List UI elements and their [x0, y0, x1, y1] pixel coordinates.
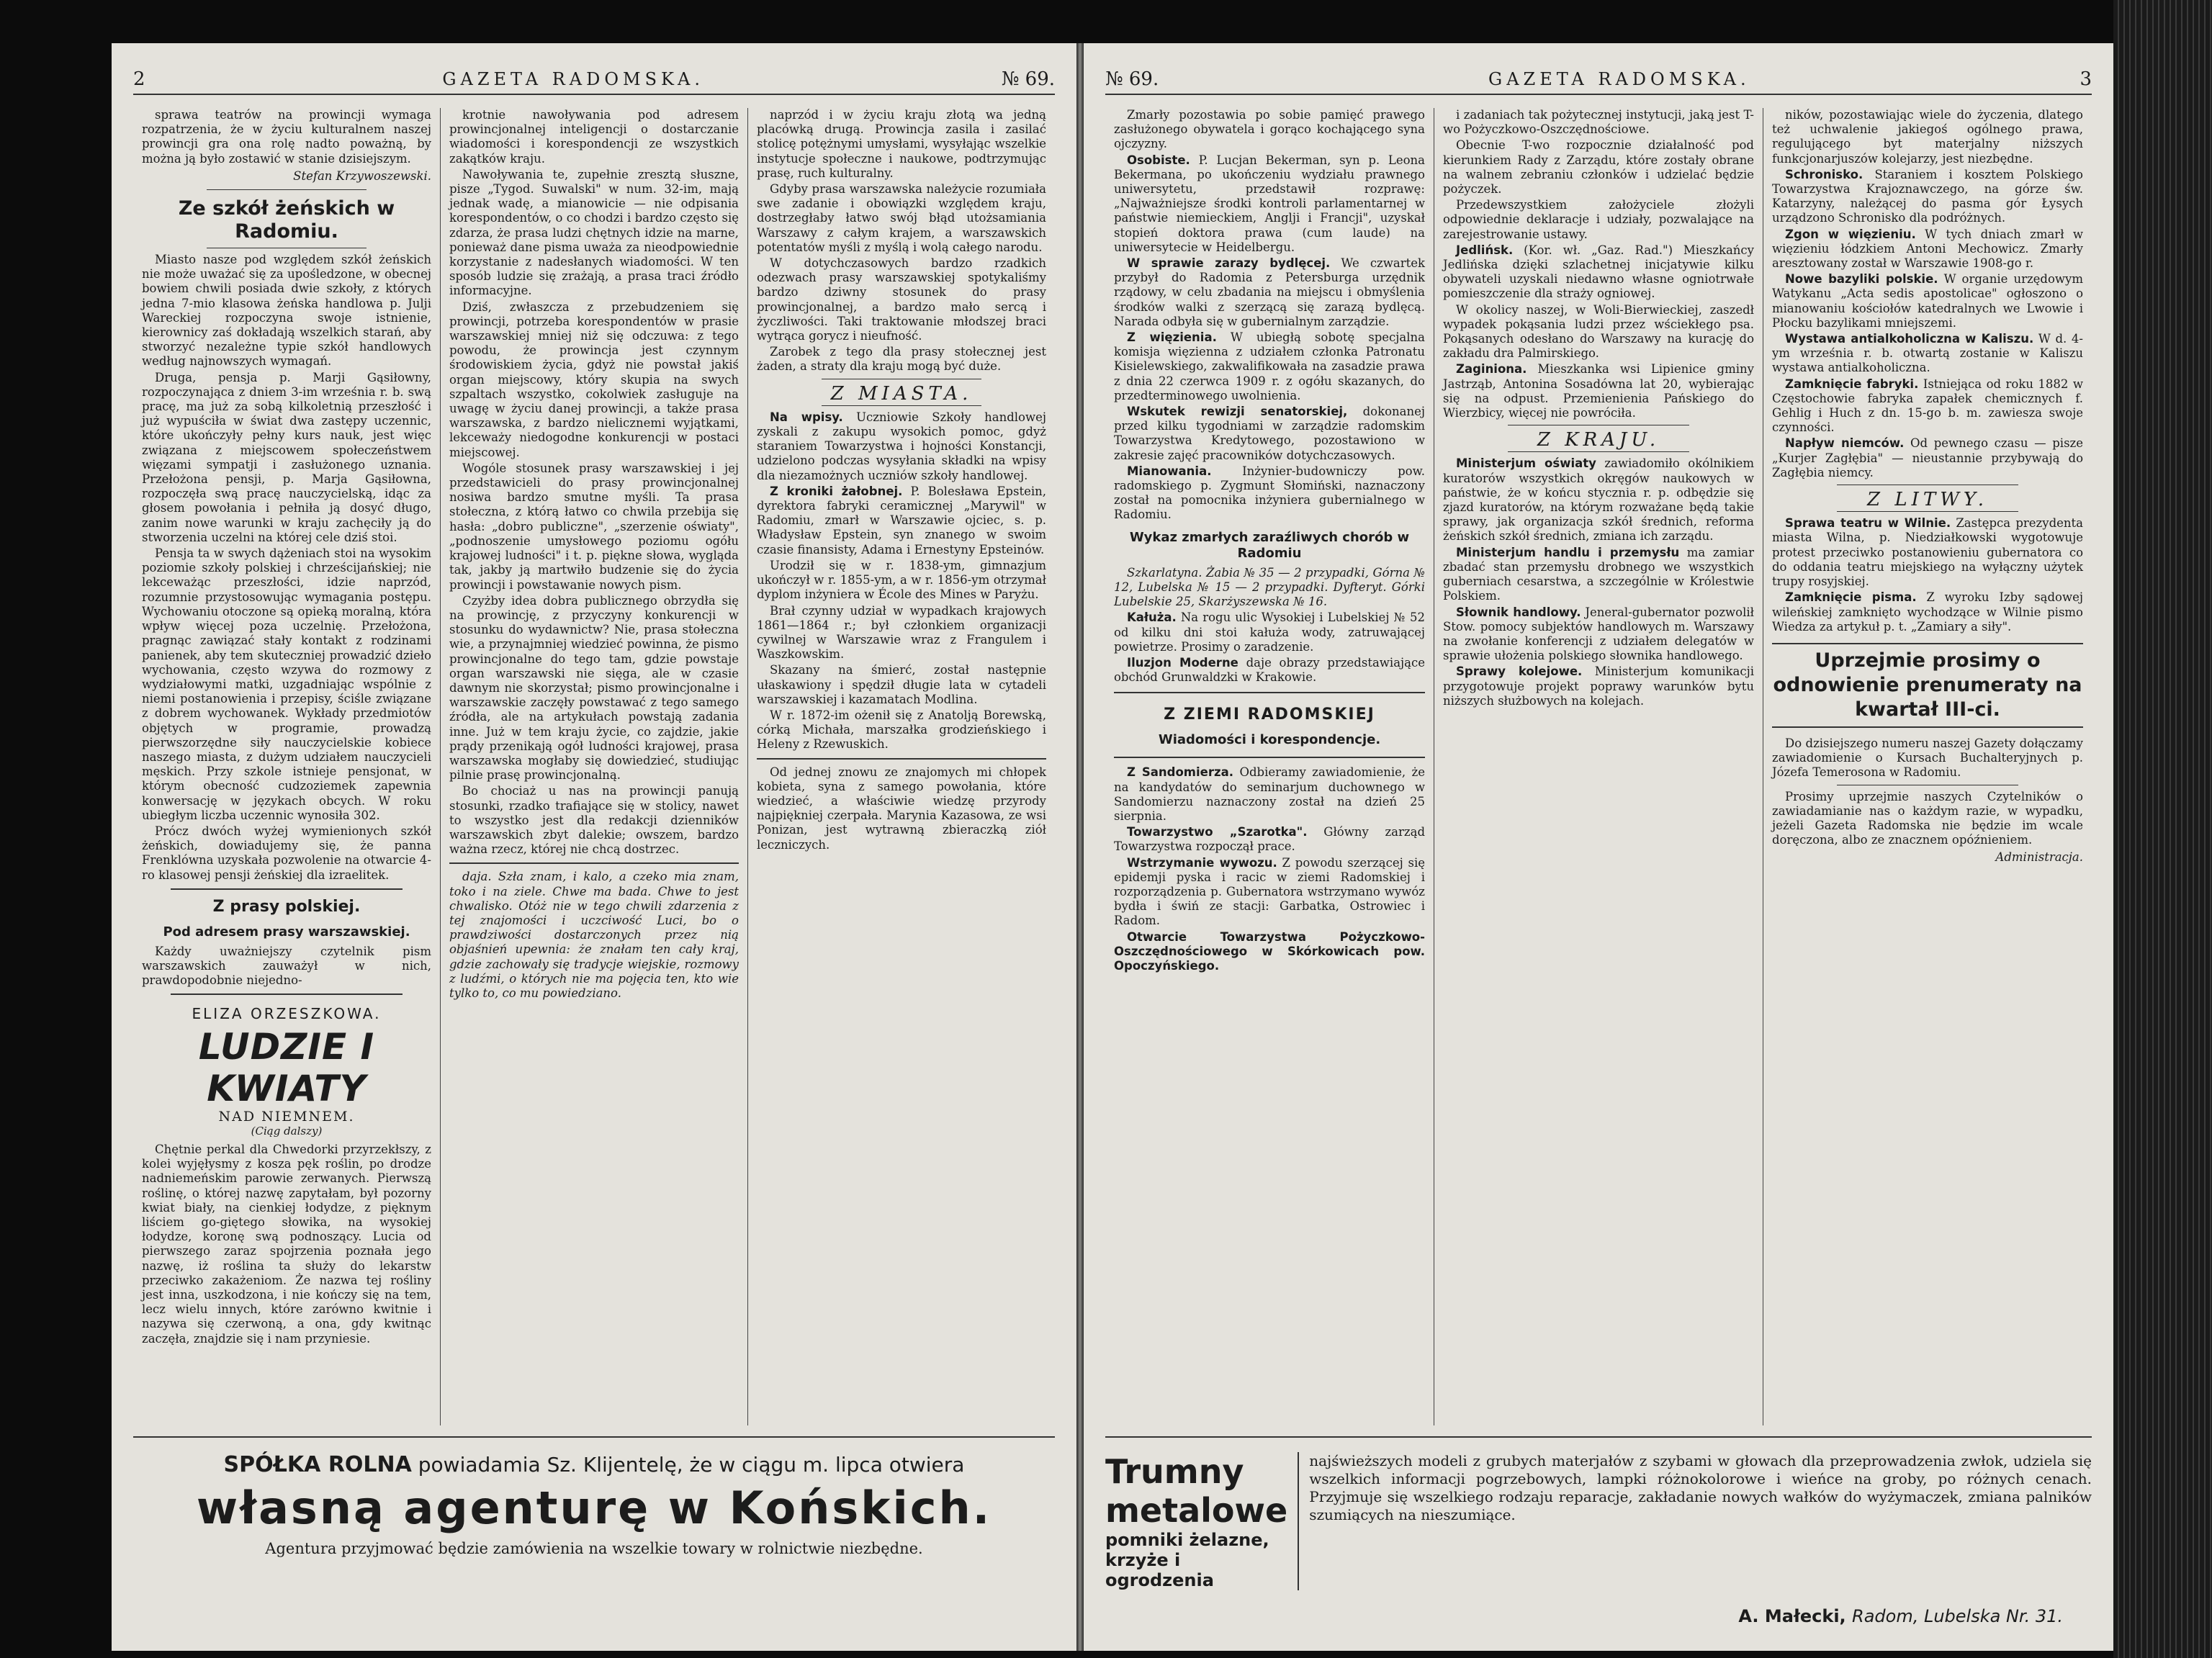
news-label: Napływ niemców.: [1785, 436, 1905, 451]
news-text: W ubiegłą sobotę specjalna komisja więzienna z udziałem członka Patronatu Kisielewskiego, zakwalifikowała na zasadzie prawa z dnia 22 czerwca 1909 r. z ogółu skazanych, do przedterminowego uwolnienia.: [1114, 330, 1425, 402]
news-text: W organie urzędowym Watykanu „Acta sedis apostolicae" ogłoszono o mianowaniu kościołów katedralnych we Lwowie i Płocku bazylikami mniejszemi.: [1772, 272, 2084, 330]
article-text: Wogóle stosunek prasy warszawskiej i jej przedstawicieli do prasy prowincjonalnej nosiwa bardzo smutne myśli. Ta prasa stołeczna, z którą łatwo co chwila przebija się hasła: „dobro publiczne", „szerzenie oświaty", „podnoszenie umysłowego poziomu ogółu krajowej ludności" i t. p. piękne słowa, wygląda tak, jakby ją martwiło budzenie się do życia prowincji i powstawanie nowych pism.: [449, 461, 739, 592]
news-item: [1443, 362, 1754, 420]
left-page: [112, 43, 1076, 1651]
news-item: [1114, 464, 1425, 523]
news-item: [1772, 168, 2083, 226]
novel-text: daja. Szła znam, i kalo, a czeko mia znam, toko i na ziele. Chwe ma bada. Chwe to jest chwalisko. Otóż nie w tego chwili zdarzenia z tej znajomości i uczciwość Luci, bo o prawdziwości dostarczonych przez nią objaśnień upewnia: że znałam ten cały kraj, gdzie zachowały się tradycje wiejskie, rozmowy z ludźmi, o których nie ma pojęcia ten, kto wie tylko to, co mu powiedziano.: [449, 870, 739, 1000]
ad-body: [1105, 1438, 2092, 1590]
news-label: Wystawa antialkoholiczna w Kaliszu.: [1785, 332, 2034, 346]
ad-title-block: [1105, 1452, 1299, 1590]
issue-number: № 69.: [1001, 68, 1055, 90]
news-text: dokonanej przed kilku tygodniami w zarządzie radomskim Towarzystwa Kredytowego, pozostawiono w zakresie zajęć pracowników dotychczasowych.: [1114, 405, 1425, 462]
news-label: Jedlińsk.: [1456, 243, 1514, 257]
novel-text: Od jednej znowu ze znajomych mi chłopek kobieta, syna z samego powołania, które wiedzieć, a właściwie wiedzę przyrody najpiękniej czerpała. Marynia Kazasowa, ze wsi Ponizan, jest wytrawną zbieraczką ziół leczniczych.: [757, 765, 1046, 852]
newspaper-title: GAZETA RADOMSKA.: [442, 69, 704, 89]
left-columns: [133, 108, 1055, 1425]
column-1: [133, 108, 441, 1425]
article-text: Prosimy uprzejmie naszych Czytelników o zawiadamianie nas o każdym razie, w wypadku, jeżeli Gazeta Radomska nie będzie im wcale doręczona, albo ze znacznem opóźnieniem.: [1772, 789, 2083, 847]
column-2: [1434, 108, 1763, 1425]
article-text: Urodził się w r. 1838-ym, gimnazjum ukończył w r. 1855-ym, a w r. 1856-ym otrzymał dyplom inżyniera w École des Mines w Paryżu.: [757, 558, 1046, 602]
news-item: [1772, 516, 2083, 589]
news-label: Kałuża.: [1127, 611, 1177, 625]
news-text: Staraniem i kosztem Polskiego Towarzystwa Krajoznawczego, na górze św. Katarzyny, należącej do pasma gór Łysych urządzono Schronisko dla podróżnych.: [1772, 167, 2083, 225]
section-heading: Z ZIEMI RADOMSKIEJ: [1164, 706, 1375, 724]
news-item: [1114, 153, 1425, 255]
book-page-edges: [2113, 0, 2212, 1658]
news-item: [1114, 611, 1425, 654]
news-label: Schronisko.: [1785, 167, 1863, 181]
ad-title: Trumny metalowe: [1105, 1452, 1288, 1530]
news-label: W sprawie zarazy bydlęcej.: [1127, 256, 1331, 271]
article-text: W r. 1872-im ożenił się z Anatolją Borewską, córką Michała, marszałka grodzieńskiego i Heleny z Rzewuskich.: [757, 708, 1046, 752]
news-label: Towarzystwo „Szarotka".: [1127, 825, 1308, 839]
news-item: [1114, 330, 1425, 403]
news-label: Ministerjum handlu i przemysłu: [1456, 545, 1680, 559]
news-label: Wstrzymanie wywozu.: [1127, 855, 1277, 870]
news-label: Otwarcie Towarzystwa Pożyczkowo-Oszczędnościowego w Skórkowicach pow. Opoczyńskiego.: [1114, 929, 1425, 973]
news-item: [757, 485, 1046, 557]
news-item: [1114, 930, 1425, 974]
ad-intro: [133, 1452, 1055, 1477]
news-text: Odbieramy zawiadomienie, że na kandydatów do seminarjum duchownego w Sandomierzu naznaczony został na dzień 25 sierpnia.: [1114, 765, 1426, 823]
divider: [449, 862, 739, 864]
article-text: Gdyby prasa warszawska należycie rozumiała swe zadanie i obowiązki względem kraju, dostrzegłaby łatwo swój błąd utożsamiania Warszawy z całym krajem, a warszawskich potentatów myśli z myślą i wolą całego narodu.: [757, 182, 1046, 254]
news-text: We czwartek przybył do Radomia z Petersburga urzędnik rządowy, w celu zbadania na miejscu i obmyślenia środków walki z szerzącą się zarazą bydlęcą. Narada odbyła się w gubernialnym zarządzie.: [1114, 256, 1425, 328]
ad-detail: Agentura przyjmować będzie zamówienia na wszelkie towary w rolnictwie niezbędne.: [265, 1540, 923, 1557]
article-text: Zmarły pozostawia po sobie pamięć prawego zasłużonego obywatela i gorąco kochającego syna ojczyzny.: [1114, 108, 1425, 151]
news-label: Mianowania.: [1127, 464, 1212, 478]
news-label: Zamknięcie pisma.: [1785, 590, 1917, 605]
novel-title: LUDZIE I KWIATY: [198, 1025, 375, 1109]
article-text: ników, pozostawiając wiele do życzenia, dlatego też uchwalenie jakiegoś ogólnego prawa, regulującego byt materjalny niższych funkcjonarjuszów kolejarzy, jest niezbędne.: [1772, 108, 2083, 166]
news-text: Uczniowie Szkoły handlowej zyskali z zakupu wysokich pomoc, gdyż staraniem Towarzystwa i hojności Konstancji, udzielono podczas wysyłania składki na wpisy dla niezamożnych uczniów szkoły handlowej.: [757, 410, 1046, 482]
news-text: Inżynier-budowniczy pow. radomskiego p. Zygmunt Słomiński, naznaczony został na pomocnika inżyniera gubernialnego w Radomiu.: [1114, 464, 1425, 522]
news-item: [1443, 243, 1754, 302]
section-subheading: Wykaz zmarłych zaraźliwych chorób w Radomiu: [1129, 529, 1410, 561]
section-heading: Z KRAJU.: [1537, 429, 1660, 451]
ad-company: SPÓŁKA ROLNA: [223, 1452, 412, 1477]
article-text: Druga, pensja p. Marji Gąsiłowny, rozpoczynająca z dniem 3-im września r. b. swą pracę, ma już za sobą kilkoletnią przeszłość i już wypuściła w świat dwa zastępy uczennic, które ukończyły pełny kurs nauk, jest więc związana z miejscowem społeczeństwem więzami sympatji i zasłużonego uznania. Przełożona pensji, p. Marja Gąsiłowna, rozpoczęła swą pracę nauczycielską, idąc za głosem powołania i pełniła ją dosyć długo, zanim nowe warunki w kraju zachęciły ją do stworzenia uczelni na której cele dziś stoi.: [142, 370, 431, 544]
news-label: Ministerjum oświaty: [1456, 456, 1596, 471]
article-text: Miasto nasze pod względem szkół żeńskich nie może uważać się za upośledzone, w obecnej bowiem chwili posiada dwie szkoły, z których jedna 7-mio klasowa żeńska handlowa p. Julji Wareckiej rozpoczyna swoje istnienie, kierownicy zaś dokładają wszelkich starań, aby stworzyć nezależne typie szkół handlowych według najnowszych wymagań.: [142, 253, 431, 369]
section-subheading: Wiadomości i korespondencje.: [1158, 732, 1381, 748]
article-text: Obecnie T-wo rozpocznie działalność pod kierunkiem Rady z Zarządu, które zostały obrane na walnem zebraniu członków i udzielać będzie pożyczek.: [1443, 138, 1754, 197]
article-text: Przedewszystkiem założyciele złożyli odpowiednie deklaracje i udziały, pozwalające na zarejestrowanie ustawy.: [1443, 198, 1754, 241]
divider: [207, 189, 367, 190]
news-item: [1114, 825, 1425, 854]
ad-sign-name: A. Małecki,: [1738, 1606, 1846, 1626]
ad-signature: [1105, 1606, 2092, 1626]
article-text: krotnie nawoływania pod adresem prowincjonalnej inteligencji o dostarczanie wiadomości i korespondencji ze wszystkich zakątków kraju.: [449, 108, 739, 166]
news-text: Istniejąca od roku 1882 w Częstochowie fabryka zapałek chemicznych f. Gehlig i Huch z dn. 15-go b. m. zawiesza swoje czynności.: [1772, 377, 2083, 435]
news-label: Zgon w więzieniu.: [1785, 227, 1916, 241]
news-item: [1443, 664, 1754, 708]
news-label: Wskutek rewizji senatorskiej,: [1127, 405, 1348, 419]
divider: [822, 405, 981, 406]
news-text: W tych dniach zmarł w więzieniu łódzkiem Antoni Mechowicz. Zmarły aresztowany został w Warszawie 1908-go r.: [1772, 227, 2084, 271]
article-text: Brał czynny udział w wypadkach krajowych 1861—1864 r.; był członkiem organizacji cywilnej w Warszawie wraz z Frangulem i Waszkowskim.: [757, 603, 1046, 662]
article-text: Pensja ta w swych dążeniach stoi na wysokim poziomie szkoły polskiej i chrześcijańskiej; nie lekceważąc przeszłości, idzie naprzód, rozumnie przystosowując wymagania postępu. Wychowaniu otoczone są opieką moralną, która wpływ więcej poza uczelnię. Przełożona, pragnąc zawiązać stały kontakt z rodzinami panienek, aby tem skuteczniej prowadzić dzieło wychowania, często wzywa do rozmowy z wydziałowymi matki, uzgadniając wspólnie z niemi postanowienia i przepisy, ściśle związane z dobrem wychowanek. Wykłady przedmiotów objętych w programie, prowadzą pierwszorzędne siły nauczycielskie kobiece naszego miasta, z dużym udziałem nauczycieli męskich. Przy szkole istnieje pensjonat, w którym obecność cudzoziemek zapewnia konwersację w językach obcych. W roku ubiegłym liczba uczennic wynosiła 302.: [142, 546, 431, 822]
ad-sign-address: Radom, Lubelska Nr. 31.: [1852, 1606, 2063, 1626]
news-text: Jeneral-gubernator pozwolił Stow. pomocy subjektów handlowych m. Warszawy na zwołanie konferencji z udziałem delegatów w sprawie ułożenia polskiego słownika handlowego.: [1443, 605, 1755, 663]
news-item: [1772, 377, 2083, 436]
news-label: Zaginiona.: [1456, 362, 1527, 377]
issue-number: № 69.: [1105, 68, 1159, 90]
news-label: Na wpisy.: [770, 410, 843, 424]
continued-note: (Ciąg dalszy): [251, 1124, 323, 1137]
news-label: Nowe bazyliki polskie.: [1785, 272, 1938, 287]
administration-signature: Administracja.: [1995, 850, 2083, 865]
page-number: 3: [2080, 68, 2092, 90]
novel-text: Chętnie perkal dla Chwedorki przyrzekłszy, z kolei wyjęłysmy z kosza pęk roślin, po drodze nadniemeńskim parowie zerwanych. Pierwszą roślinę, o której nazwę zapytałam, był pozorny kwiat biały, na cienkiej łodydze, z pięknym liściem go-giętego słowika, na wysokiej łodydze, koronę swą podnoszący. Lucia od pierwszego zaraz spojrzenia poznała jego nazwę, iż roślina ta służy do lekarstw przeciwko zakażeniom. Że nazwa tej rośliny jest inna, uszkodzona, i nie kończy się na tem, lecz wielu innych, które zarówno kwitnie i nazywa się czerwoną, a ona, gdy kwitnąc zaczęła, znajdzie się i nam przyniesie.: [142, 1142, 431, 1346]
news-text: Od pewnego czasu — pisze „Kurjer Zagłębia" — nieustannie przybywają do Zagłębia niemcy.: [1772, 436, 2084, 479]
news-label: Z kroniki żałobnej.: [770, 484, 903, 498]
article-text: W dotychczasowych bardzo rzadkich odezwach prasy warszawskiej spotykaliśmy bardzo dziwny stosunek do prasy prowincjonalnej, a bardzo mało sercą i życzliwości. Taki traktowanie młodszej braci wytrąca gorycz i nieufność.: [757, 256, 1046, 343]
column-1: [1105, 108, 1434, 1425]
news-item: [1443, 456, 1754, 544]
ad-text: najświeższych modeli z grubych materjałów z szybami w głowach dla przeprowadzenia zwłok, udziela się wszelkich informacji pogrzebowych, lampki różnokolorowe i wieńce na groby, po różnych cenach. Przyjmuje się wszelkiego rodzaju reparacje, zakładanie nowych wałków do wyżymaczek, zmiana palników szumiących na nieszumiące.: [1309, 1452, 2092, 1523]
article-text: W okolicy naszej, w Woli-Bierwieckiej, zaszedł wypadek pokąsania ludzi przez wściekłego psa. Pokąsanych odesłano do Warszawy na kurację do zakładu dra Palmirskiego.: [1443, 302, 1754, 361]
news-text: zawiadomiło okólnikiem kuratorów wszystkich okręgów naukowych w państwie, że w końcu stycznia r. p. odbędzie się zjazd kuratorów, na którym rozważane będą takie sprawy, jak organizacja szkół średnich, reforma żeńskich szkół średnich, zmiana ich zarządu.: [1443, 456, 1754, 544]
news-text: Mieszkanka wsi Lipienice gminy Jastrząb, Antonina Sosadówna lat 20, wybierając się na odpust. Przemienienia Pańskiego do Wierzbicy, więcej nie powróciła.: [1443, 362, 1754, 420]
advertisement-spolka-rolna: [133, 1436, 1055, 1646]
divider: [171, 994, 403, 995]
divider: [757, 758, 1046, 760]
divider: [171, 888, 403, 890]
news-text: W d. 4-ym września r. b. otwartą zostanie w Kaliszu wystawa antialkoholiczna.: [1772, 332, 2083, 375]
news-text: P. Lucjan Bekerman, syn p. Leona Bekermana, po ukończeniu wydziału prawnego uniwersytetu, przedstawił rozprawę: „Najważniejsze środki kontroli parlamentarnej w państwie niemieckiem, Anglji i Francji", uzyskał stopień doktora prawa (cum laude) na uniwersytecie w Heidelbergu.: [1114, 153, 1426, 254]
novel-subtitle: NAD NIEMNEM.: [218, 1108, 355, 1125]
news-item: [1772, 590, 2083, 634]
news-item: [757, 410, 1046, 483]
news-label: Sprawy kolejowe.: [1456, 664, 1583, 679]
article-text: Zarobek z tego dla prasy stołecznej jest żaden, a straty dla kraju mogą być duże.: [757, 345, 1046, 374]
news-text: Główny zarząd Towarzystwa rozpoczął prace.: [1114, 825, 1426, 854]
news-text: Z wyroku Izby sądowej wileńskiej zamknięto wychodzące w Wilnie pismo Wiedza za artykuł p. t. „Zamiary a siły".: [1772, 590, 2083, 634]
news-item: [1114, 856, 1425, 929]
newspaper-title: GAZETA RADOMSKA.: [1488, 69, 1750, 89]
news-text: daje obrazy przedstawiające obchód Grunwaldzki w Krakowie.: [1114, 655, 1426, 685]
section-heading: Z MIASTA.: [830, 382, 973, 405]
right-columns: [1105, 108, 2092, 1425]
news-item: [1114, 405, 1425, 463]
news-item: [1772, 332, 2083, 376]
article-text: Czyżby idea dobra publicznego obrzydła się na prowincję, z przyczyny konkurencji w stosunku do wydawnictw? Nie, prasa stołeczna wie, a przynajmniej wiedzieć powinna, że pismo prowincjonalne do tego tam, gdzie powstaje organ warszawski nie sięga, ale w czasie dawnym nie skorzystał; pismo prowincjonalne i warszawskie zaczęły powstawać z tego samego źródła, ale na artykułach powstają zadania inne. Już w tem kraju życie, co zajdzie, jakie prądy przenikają ogół ludności krajowej, prasa warszawska mogłaby się dowiedzieć, studiując pilnie prasę prowincjonalną.: [449, 593, 739, 783]
divider: [1508, 451, 1689, 452]
news-label: Osobiste.: [1127, 153, 1190, 167]
news-text: ma zamiar zbadać stan przemysłu drobnego we wszystkich guberniach cesarstwa, a szczególnie w Królestwie Polskiem.: [1443, 545, 1754, 603]
right-page-header: [1105, 65, 2092, 95]
news-item: [1772, 436, 2083, 480]
news-item: [1114, 656, 1425, 685]
article-text: naprzód i w życiu kraju złotą wa jedną placówką drugą. Prowincja zasila i zasilać stolicę potężnymi umysłami, wysyłając wszelkie instytucje społeczne i naukowe, podtrzymując prasę, ruch kulturalny.: [757, 108, 1046, 180]
article-text: Nawoływania te, zupełnie zresztą słuszne, pisze „Tygod. Suwalski" w num. 32-im, mają jednak wadę, a mianowicie — nie odpisania korespondentów, o co chodzi i bardzo często się zdarza, że prasa ludzi chętnych idzie na marne, ponieważ dane pisma uważa za nieodpowiednie korzystanie z nadesłanych wiadomości. W ten sposób ludzie się zrażają, a prasa traci źródło informacyjne.: [449, 167, 739, 298]
article-text: i zadaniach tak pożytecznej instytucji, jaką jest T-wo Pożyczkowo-Oszczędnościowe.: [1443, 108, 1754, 137]
article-text: Prócz dwóch wyżej wymienionych szkół żeńskich, dowiadujemy się, że panna Frenklówna uzyskała pozwolenie na otwarcie 4-ro klasowej pensji żeńskiej dla izraelitek.: [142, 824, 431, 882]
page-number: 2: [133, 68, 145, 90]
column-3: [748, 108, 1055, 1425]
article-text: Skazany na śmierć, został następnie ułaskawiony i spędził długie lata w cytadeli warszawskiej i kazamatach Modlina.: [757, 663, 1046, 706]
news-item: [1772, 272, 2083, 330]
novel-author: ELIZA ORZESZKOWA.: [192, 1005, 382, 1023]
news-item: [1114, 765, 1425, 824]
section-heading: Ze szkół żeńskich w Radomiu.: [178, 197, 395, 243]
column-3: [1763, 108, 2092, 1425]
divider: [1837, 511, 2018, 512]
article-text: Do dzisiejszego numeru naszej Gazety dołączamy zawiadomienie o Kursach Buchalteryjnych p. Józefa Temerosona w Radomiu.: [1772, 736, 2083, 780]
news-label: Z Sandomierza.: [1127, 765, 1233, 780]
news-item: [1772, 227, 2083, 271]
advertisement-trumny: [1105, 1436, 2092, 1646]
news-text: Ministerjum komunikacji przygotowuje projekt poprawy warunków bytu niższych służbowych na kolejach.: [1443, 664, 1754, 708]
right-page: [1084, 43, 2113, 1651]
section-heading: Z LITWY.: [1866, 489, 1988, 511]
article-text: Szkarlatyna. Żabia № 35 — 2 przypadki, Górna № 12, Lubelska № 15 — 2 przypadki. Dyfteryt. Górki Lubelskie 25, Skarżyszewska № 16.: [1114, 565, 1425, 609]
article-text: Dziś, zwłaszcza z przebudzeniem się prowincji, potrzeba korespondentów w prasie warszawskiej mniej niż się odczuwa: z tego powodu, że prowincja jest czynnym środowiskiem życia, gdyż nie powstał jakiś organ miejscowy, który skupia na swych szpaltach wszystko, cokolwiek zasługuje na uwagę w życiu danej prowincji, a także prasa warszawska, z bardzo nielicznemi wyjątkami, lekceważy niedogodne konkurencji w postaci miejscowej.: [449, 299, 739, 459]
section-subheading: Pod adresem prasy warszawskiej.: [163, 924, 410, 940]
news-text: Z powodu szerzącej się epidemji pyska i racic w ziemi Radomskiej i rozporządzenia p. Gubernatora wstrzymano wywóz bydła i świń ze stacji: Garbatka, Ostrowiec i Radom.: [1114, 855, 1425, 928]
section-box: [1114, 692, 1425, 758]
ad-subtitle: pomniki żelazne, krzyże i ogrodzenia: [1105, 1530, 1269, 1590]
subscription-notice: Uprzejmie prosimy o odnowienie prenumeraty na kwartał III-ci.: [1772, 643, 2083, 728]
news-label: Iluzjon Moderne: [1127, 655, 1238, 670]
news-text: (Kor. wł. „Gaz. Rad.") Mieszkańcy Jedlińska dzięki szlachetnej inicjatywie kilku obywateli uzyskali niedawno własne ogniotrwałe pomieszczenie dla straży ogniowej.: [1443, 243, 1754, 301]
news-item: [1443, 605, 1754, 664]
news-label: Z więzienia.: [1127, 330, 1217, 345]
article-text: Każdy uważniejszy czytelnik pism warszawskich zauważył w nich, prawdopodobnie niejedno-: [142, 944, 431, 988]
left-page-header: [133, 65, 1055, 95]
news-text: Zastępca prezydenta miasta Wilna, p. Niedziałkowski wygotowuje protest przeciwko postanowieniu gubernatora co do oddania teatru miejskiego na wyłączny użytek trupy rosyjskiej.: [1772, 516, 2083, 589]
news-text: P. Bolesława Epstein, dyrektora fabryki ceramicznej „Marywil" w Radomiu, zmarł w Warszawie ojciec, s. p. Władysław Epstein, syn znanego w swoim czasie finansisty, Adama i Ernestyny Epsteinów.: [757, 484, 1047, 557]
news-item: [1443, 546, 1754, 604]
page-gutter: [1076, 43, 1084, 1651]
author-signature: Stefan Krzywoszewski.: [293, 168, 431, 183]
article-text: sprawa teatrów na prowincji wymaga rozpatrzenia, że w życiu kulturalnem naszej prowincji gra ona rolę nadto poważną, by można ją było zostawić w stanie dzisiejszym.: [142, 108, 431, 166]
news-label: Słownik handlowy.: [1456, 605, 1581, 619]
news-label: Sprawa teatru w Wilnie.: [1785, 516, 1951, 531]
news-text: Na rogu ulic Wysokiej i Lubelskiej № 52 od kilku dni stoi kałuża wody, zatruwającej powietrze. Prosimy o zaradzenie.: [1114, 611, 1425, 654]
ad-headline: własną agenturę w Końskich.: [196, 1482, 992, 1534]
article-text: Bo chociaż u nas na prowincji panują stosunki, rzadko trafiające się w stolicy, nawet to wszystko jest dla redakcji dzienników warszawskich zbyt dalekie; owszem, bardzo ważna rzecz, której nie chcą dostrzec.: [449, 784, 739, 857]
section-heading: Z prasy polskiej.: [212, 897, 361, 916]
ad-intro-text: powiadamia Sz. Klijentelę, że w ciągu m. lipca otwiera: [418, 1453, 965, 1477]
column-2: [441, 108, 748, 1425]
news-item: [1114, 256, 1425, 329]
news-label: Zamknięcie fabryki.: [1785, 377, 1919, 391]
